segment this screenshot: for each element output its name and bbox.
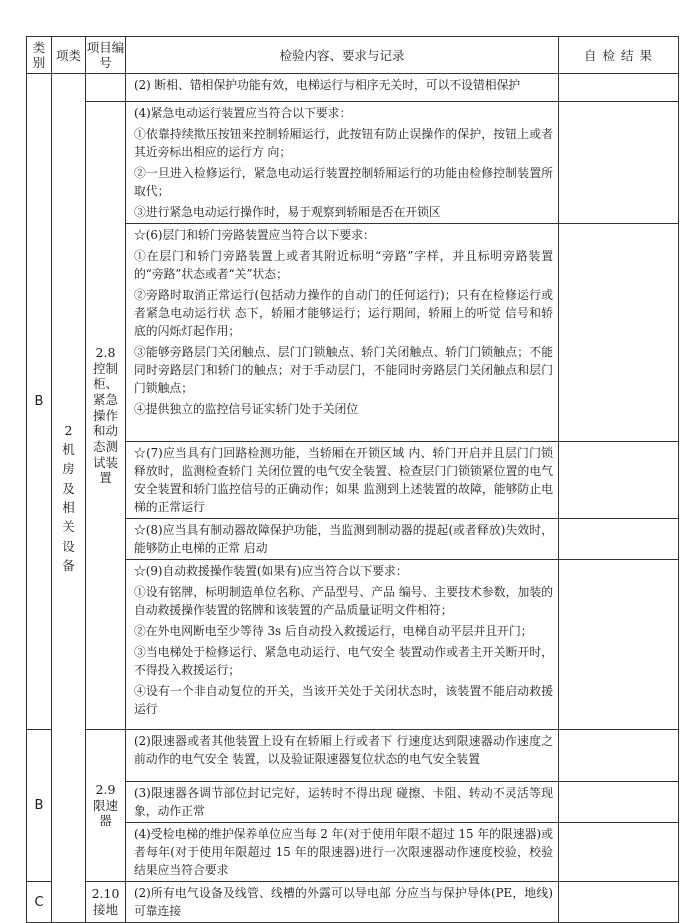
content-paragraph: ①依靠持续揿压按钮来控制轿厢运行，此按钮有防止误操作的保护，按钮上或者其近旁标出相应的运行方 向； [134,127,553,159]
result-cell[interactable] [559,74,679,102]
header-category: 类别 [27,37,52,74]
content-paragraph: ②在外电网断电至少等待 3s 后自动投入救援运行，电梯自动平层并且开门； [134,624,533,638]
content-list [134,521,553,557]
content-paragraph: ☆(8)应当具有制动器故障保护功能，当监测到制动器的提起(或者释放)失效时，能够防止电梯的正常 启动 [134,523,553,555]
header-row [27,37,679,74]
item-type-cell [52,74,86,923]
category-cell: C [27,882,52,923]
result-cell[interactable] [559,442,679,519]
result-cell[interactable] [559,882,679,923]
content-paragraph: ③进行紧急电动运行操作时，易于观察到轿厢是否在开锁区 [134,205,441,219]
content-paragraph: ①设有铭牌，标明制造单位名称、产品型号、产品 编号、主要技术参数，加装的自动救援操作装置的铭牌和该装置的产品质量证明文件相符； [134,585,553,617]
table-row [27,74,679,102]
content-list [134,562,553,718]
content-paragraph: ☆(7)应当具有门回路检测功能，当轿厢在开锁区域 内、轿门开启并且层门门锁释放时，监测检查轿门 关闭位置的电气安全装置、检查层门门锁锁紧位置的电气安全装置和轿门监控信号的正确动作；如果 监测到上述装置的故障，能够防止电梯的正常运行 [134,446,553,514]
content-paragraph: ☆(6)层门和轿门旁路装置应当符合以下要求： [134,228,375,242]
content-paragraph: (4)受检电梯的维护保养单位应当每 2 年(对于使用年限不超过 15 年的限速器)或者每年(对于使用年限超过 15 年的限速器)进行一次限速器动作速度校验，校验结果应当符合要求 [134,827,553,877]
content-cell [126,782,559,823]
result-cell[interactable] [559,730,679,782]
content-paragraph: ③能够旁路层门关闭触点、层门门锁触点、轿门关闭触点、轿门门锁触点；不能同时旁路层门和轿门的触点；对于手动层门，不能同时旁路层门关闭触点和层门门锁触点； [134,345,553,395]
content-paragraph: (2)限速器或者其他装置上设有在轿厢上行或者下 行速度达到限速器动作速度之前动作的电气安全 装置，以及验证限速器复位状态的电气安全装置 [134,734,553,766]
content-paragraph: ②旁路时取消正常运行(包括动力操作的自动门的任何运行)；只有在检修运行或者紧急电动运行状 态下，轿厢才能够运行；运行期间，轿厢上的听觉 信号和轿底的闪烁灯起作用； [134,288,553,338]
result-cell[interactable] [559,823,679,882]
content-cell [126,560,559,730]
table-row [27,102,679,224]
result-cell[interactable] [559,224,679,442]
item-no-cell [86,730,126,882]
content-cell [126,224,559,442]
result-cell[interactable] [559,560,679,730]
content-list [134,784,553,820]
content-cell [126,823,559,882]
result-cell[interactable] [559,782,679,823]
table-row [27,882,679,923]
content-paragraph: ☆(9)自动救援操作装置(如果有)应当符合以下要求： [134,564,408,578]
content-list [134,104,553,221]
content-paragraph: ④提供独立的监控信号证实轿门处于关闭位 [134,402,359,416]
content-list [134,76,553,94]
inspection-table-sheet [26,36,678,923]
content-paragraph: ③当电梯处于检修运行、紧急电动运行、电气安全 装置动作或者主开关断开时，不得投入救援运行； [134,645,553,677]
category-cell: B [27,74,52,730]
result-cell[interactable] [559,519,679,560]
content-cell [126,102,559,224]
content-paragraph: ④设有一个非自动复位的开关，当该开关处于关闭状态时，该装置不能启动救援运行 [134,684,553,716]
header-content: 检验内容、要求与记录 [126,37,559,74]
header-result: 自 检 结 果 [559,37,679,74]
content-paragraph: (2) 断相、错相保护功能有效，电梯运行与相序无关时，可以不设错相保护 [134,78,521,92]
content-paragraph: ①在层门和轿门旁路装置上或者其附近标明“旁路”字样，并且标明旁路装置的“旁路”状态或者“关”状态； [134,249,553,281]
content-paragraph: (4)紧急电动运行装置应当符合以下要求： [134,106,352,120]
content-list [134,226,553,418]
content-paragraph: ②一旦进入检修运行，紧急电动运行装置控制轿厢运行的功能由检修控制装置所取代； [134,166,553,198]
inspection-table [26,36,679,923]
content-list [134,884,553,920]
content-cell [126,442,559,519]
category-cell: B [27,730,52,882]
content-paragraph: (2)所有电气设备及线管、线槽的外露可以导电部 分应当与保护导体(PE，地线)可靠连接 [134,886,553,918]
item-no-cell [86,102,126,730]
content-cell [126,882,559,923]
item-no-label: 2.10接地 [91,886,120,917]
table-row [27,730,679,782]
result-cell[interactable] [559,102,679,224]
content-list [134,732,553,768]
content-cell [126,519,559,560]
content-list [134,444,553,516]
header-item-no: 项目编号 [86,37,126,74]
content-cell [126,730,559,782]
item-no-label: 2.9限速器 [92,782,118,829]
header-item-type: 项类 [52,37,86,74]
item-type-label: 2机房及相关设备 [62,422,75,574]
item-no-blank [86,74,126,102]
item-no-cell [86,882,126,923]
content-list [134,825,553,879]
content-paragraph: (3)限速器各调节部位封记完好，运转时不得出现 碰擦、卡阻、转动不灵活等现象，动作正常 [134,786,553,818]
content-cell [126,74,559,102]
item-no-label: 2.8控制柜、紧急操作和动态测试装置 [92,345,118,486]
